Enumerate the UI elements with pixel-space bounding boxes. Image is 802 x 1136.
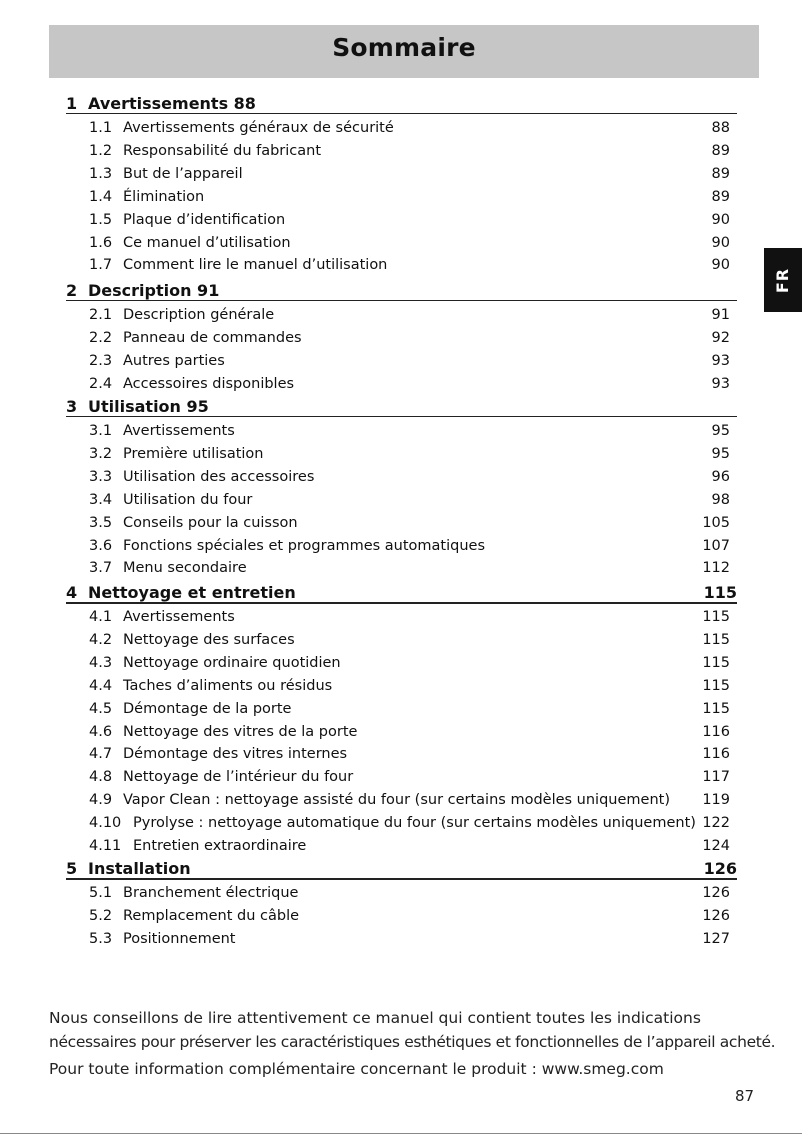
- toc-entry-number: 2.2: [89, 329, 113, 346]
- toc-entry[interactable]: [89, 836, 730, 856]
- toc-entry-number: 1.1: [89, 120, 113, 136]
- toc-entry-title: Nettoyage des vitres de la porte: [123, 723, 358, 740]
- toc-entry[interactable]: [89, 164, 730, 184]
- toc-entry-number: 2.3: [89, 352, 113, 369]
- toc-entry-number: 1.2: [89, 142, 113, 159]
- toc-entry-page: 89: [711, 165, 730, 182]
- toc-entry-number: 4.5: [89, 700, 113, 717]
- toc-entry-title: Menu secondaire: [123, 560, 247, 577]
- toc-entry-title: Accessoires disponibles: [123, 375, 295, 392]
- toc-entry-title: Branchement électrique: [123, 885, 299, 901]
- section-number: 4: [66, 583, 78, 602]
- toc-entry[interactable]: [89, 421, 730, 441]
- toc-entry-number: 4.10: [89, 815, 122, 832]
- toc-entry[interactable]: [89, 722, 730, 742]
- section-title: Avertissements 88: [88, 94, 256, 113]
- footer-text-line-1: Nous conseillons de lire attentivement ce manuel qui contient toutes les indications: [49, 1009, 701, 1027]
- toc-entry-page: 115: [702, 654, 730, 671]
- toc-entry-title: Première utilisation: [123, 445, 264, 462]
- toc-entry[interactable]: [89, 744, 730, 764]
- toc-entry[interactable]: [89, 630, 730, 650]
- language-tab-label: FR: [773, 267, 793, 293]
- toc-entry-page: 90: [711, 257, 730, 274]
- toc-entry-title: Démontage de la porte: [123, 700, 292, 717]
- toc-entry-number: 4.6: [89, 723, 113, 740]
- toc-entry-page: 90: [711, 234, 730, 251]
- section-title: Nettoyage et entretien: [88, 583, 296, 602]
- toc-entry-title: Avertissements généraux de sécurité: [123, 120, 394, 136]
- toc-entry[interactable]: [89, 118, 730, 138]
- section-number: 5: [66, 859, 78, 878]
- section-title: Utilisation 95: [88, 397, 209, 416]
- toc-entry-title: Entretien extraordinaire: [133, 838, 307, 854]
- toc-entry-number: 4.7: [89, 746, 113, 763]
- toc-entry-number: 5.3: [89, 930, 113, 947]
- toc-entry-number: 3.4: [89, 491, 113, 508]
- toc-entry-page: 127: [702, 930, 730, 947]
- toc-entry-page: 115: [702, 677, 730, 694]
- toc-entry[interactable]: [89, 767, 730, 787]
- toc-entry-page: 89: [711, 188, 730, 205]
- toc-entry[interactable]: [89, 790, 730, 810]
- toc-entry[interactable]: [89, 653, 730, 673]
- bottom-rule: [0, 1133, 802, 1134]
- toc-entry-page: 115: [702, 700, 730, 717]
- toc-entry-title: Remplacement du câble: [123, 907, 300, 924]
- toc-entry-title: Nettoyage de l’intérieur du four: [123, 769, 354, 786]
- toc-entry[interactable]: [89, 305, 730, 325]
- toc-entry-title: Utilisation des accessoires: [123, 468, 315, 485]
- toc-entry-page: 88: [711, 120, 730, 136]
- toc-entry-page: 98: [711, 491, 730, 508]
- toc-entry-title: Panneau de commandes: [123, 329, 302, 346]
- toc-entry[interactable]: [89, 233, 730, 253]
- toc-entry-number: 4.4: [89, 677, 113, 694]
- language-tab: [764, 248, 802, 312]
- page-title: Sommaire: [332, 33, 476, 62]
- toc-entry-number: 3.1: [89, 423, 113, 439]
- toc-entry-page: 122: [702, 815, 730, 832]
- toc-entry-number: 3.3: [89, 468, 113, 485]
- section-heading[interactable]: [66, 281, 737, 301]
- section-number: 2: [66, 281, 78, 300]
- toc-entry[interactable]: [89, 883, 730, 903]
- toc-entry-number: 4.1: [89, 609, 113, 625]
- toc-entry-title: Avertissements: [123, 609, 235, 625]
- toc-entry-title: Conseils pour la cuisson: [123, 514, 298, 531]
- toc-entry[interactable]: [89, 558, 730, 578]
- toc-entry-page: 115: [702, 609, 730, 625]
- section-number: 3: [66, 397, 78, 416]
- toc-entry[interactable]: [89, 676, 730, 696]
- toc-entry-number: 1.6: [89, 234, 113, 251]
- toc-entry-number: 3.2: [89, 445, 113, 462]
- toc-entry-title: Comment lire le manuel d’utilisation: [123, 257, 388, 274]
- toc-entry-number: 1.5: [89, 211, 113, 228]
- toc-entry-title: Responsabilité du fabricant: [123, 142, 322, 159]
- toc-entry[interactable]: [89, 141, 730, 161]
- section-page: 115: [703, 583, 737, 602]
- toc-entry[interactable]: [89, 490, 730, 510]
- toc-entry[interactable]: [89, 536, 730, 556]
- toc-entry-page: 89: [711, 142, 730, 159]
- section-title: Installation: [88, 859, 191, 878]
- toc-entry-number: 5.2: [89, 907, 113, 924]
- section-number: 1: [66, 94, 78, 113]
- toc-entry-page: 95: [711, 445, 730, 462]
- toc-entry-title: Élimination: [123, 188, 205, 205]
- toc-entry-number: 4.9: [89, 792, 113, 809]
- toc-entry-title: Taches d’aliments ou résidus: [123, 677, 333, 694]
- section-heading[interactable]: [66, 94, 737, 114]
- toc-entry[interactable]: [89, 255, 730, 275]
- toc-entry-page: 90: [711, 211, 730, 228]
- toc-entry-number: 4.11: [89, 838, 122, 854]
- toc-entry-page: 96: [711, 468, 730, 485]
- section-title: Description 91: [88, 281, 220, 300]
- toc-entry-page: 126: [702, 907, 730, 924]
- title-bar: [49, 25, 759, 78]
- toc-entry-number: 4.3: [89, 654, 113, 671]
- toc-entry[interactable]: [89, 351, 730, 371]
- toc-entry-number: 5.1: [89, 885, 113, 901]
- toc-entry-page: 107: [702, 537, 730, 554]
- toc-entry-page: 116: [702, 746, 730, 763]
- section-page: 126: [703, 859, 737, 878]
- toc-entry-title: Utilisation du four: [123, 491, 253, 508]
- toc-entry-title: Avertissements: [123, 423, 235, 439]
- toc-entry-page: 95: [711, 423, 730, 439]
- toc-entry-number: 1.3: [89, 165, 113, 182]
- toc-entry-title: Plaque d’identification: [123, 211, 286, 228]
- toc-entry[interactable]: [89, 210, 730, 230]
- toc-entry-page: 112: [702, 560, 730, 577]
- toc-entry-title: Description générale: [123, 307, 275, 323]
- section-heading[interactable]: [66, 397, 737, 417]
- section-heading[interactable]: [66, 859, 737, 880]
- toc-entry-number: 3.5: [89, 514, 113, 531]
- toc-entry[interactable]: [89, 607, 730, 627]
- toc-entry-number: 2.1: [89, 307, 113, 323]
- toc-entry-page: 116: [702, 723, 730, 740]
- toc-entry-page: 117: [702, 769, 730, 786]
- toc-entry-number: 1.7: [89, 257, 113, 274]
- footer-text-line-3: Pour toute information complémentaire concernant le produit : www.smeg.com: [49, 1060, 664, 1078]
- toc-entry-page: 124: [702, 838, 730, 854]
- toc-entry-number: 3.7: [89, 560, 113, 577]
- toc-entry-page: 93: [711, 375, 730, 392]
- toc-entry-title: Positionnement: [123, 930, 236, 947]
- toc-entry-page: 92: [711, 329, 730, 346]
- toc-entry-number: 2.4: [89, 375, 113, 392]
- toc-entry[interactable]: [89, 513, 730, 533]
- section-heading[interactable]: [66, 583, 737, 604]
- footer-text-line-2: nécessaires pour préserver les caractéristiques esthétiques et fonctionnelles de l’appareil acheté.: [49, 1033, 776, 1051]
- toc-entry[interactable]: [89, 906, 730, 926]
- toc-entry[interactable]: [89, 467, 730, 487]
- toc-entry-page: 126: [702, 885, 730, 901]
- toc-entry[interactable]: [89, 813, 730, 833]
- toc-entry-number: 4.2: [89, 631, 113, 648]
- toc-entry[interactable]: [89, 187, 730, 207]
- toc-entry-title: Démontage des vitres internes: [123, 746, 348, 763]
- toc-entry-page: 115: [702, 631, 730, 648]
- toc-entry-number: 3.6: [89, 537, 113, 554]
- toc-entry-number: 4.8: [89, 769, 113, 786]
- page-number: 87: [735, 1087, 755, 1105]
- toc-entry-title: Ce manuel d’utilisation: [123, 234, 291, 251]
- toc-entry[interactable]: [89, 374, 730, 394]
- toc-entry-title: Vapor Clean : nettoyage assisté du four (sur certains modèles uniquement): [123, 792, 670, 809]
- toc-entry-title: Nettoyage ordinaire quotidien: [123, 654, 341, 671]
- toc-entry-page: 105: [702, 514, 730, 531]
- toc-entry-page: 93: [711, 352, 730, 369]
- toc-entry[interactable]: [89, 444, 730, 464]
- toc-entry-title: But de l’appareil: [123, 165, 243, 182]
- toc-entry-title: Fonctions spéciales et programmes automatiques: [123, 537, 486, 554]
- toc-entry-number: 1.4: [89, 188, 113, 205]
- toc-entry-title: Autres parties: [123, 352, 225, 369]
- toc-entry[interactable]: [89, 328, 730, 348]
- toc-entry[interactable]: [89, 929, 730, 949]
- toc-entry[interactable]: [89, 699, 730, 719]
- toc-entry-page: 91: [711, 307, 730, 323]
- toc-entry-title: Nettoyage des surfaces: [123, 631, 295, 648]
- toc-entry-page: 119: [702, 792, 730, 809]
- toc-entry-title: Pyrolyse : nettoyage automatique du four (sur certains modèles uniquement): [133, 815, 696, 832]
